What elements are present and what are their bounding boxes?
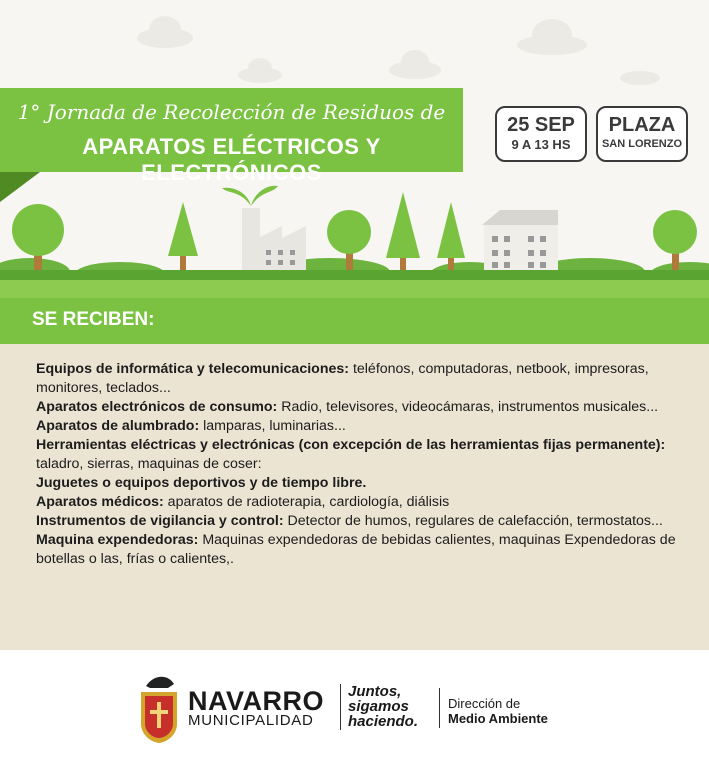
- item-examples: taladro, sierras, maquinas de coser:: [36, 456, 262, 472]
- event-title-line2: APARATOS ELÉCTRICOS Y ELECTRÓNICOS: [82, 134, 381, 185]
- grass-strip: [0, 280, 709, 298]
- clouds-illustration: [0, 0, 709, 100]
- item-category: Aparatos de alumbrado:: [36, 418, 200, 434]
- date-badge: [495, 106, 587, 162]
- item-category: Herramientas eléctricas y electrónicas (con excepción de las herramientas fijas permanente):: [36, 437, 666, 453]
- landscape-illustration: [0, 180, 709, 280]
- item-examples: Radio, televisores, videocámaras, instrumentos musicales...: [277, 399, 659, 415]
- item-examples: Detector de humos, regulares de calefacción, termostatos...: [283, 513, 663, 529]
- accepted-item: [36, 474, 686, 493]
- place-text: PLAZA: [608, 114, 676, 136]
- brand-name: NAVARRO: [188, 686, 324, 716]
- item-category: Equipos de informática y telecomunicaciones:: [36, 361, 349, 377]
- department: [448, 696, 548, 726]
- item-category: Instrumentos de vigilancia y control:: [36, 513, 284, 529]
- accepted-item: [36, 398, 686, 417]
- item-examples: aparatos de radioterapia, cardiología, diálisis: [163, 494, 450, 510]
- accepted-item: [36, 436, 686, 474]
- item-examples: teléfonos, computadoras, netbook, impresoras, monitores, teclados...: [36, 361, 649, 396]
- item-examples: Maquinas expendedoras de bebidas calientes, maquinas Expendedoras de botellas o las, frías o calientes,.: [36, 532, 676, 567]
- accepted-item: [36, 360, 686, 398]
- slogan-line1: Juntos,: [348, 683, 402, 700]
- section-label: SE RECIBEN:: [32, 309, 155, 330]
- place-sub-text: SAN LORENZO: [601, 138, 683, 150]
- item-category: Juguetes o equipos deportivos y de tiempo libre.: [36, 475, 367, 491]
- footer-divider: [340, 684, 341, 730]
- date-text: 25 SEP: [507, 114, 575, 136]
- item-category: Aparatos médicos:: [36, 494, 164, 510]
- brand-subtitle: MUNICIPALIDAD: [188, 712, 314, 729]
- item-category: Maquina expendedoras:: [36, 532, 199, 548]
- footer-divider-2: [439, 688, 440, 728]
- item-category: Aparatos electrónicos de consumo:: [36, 399, 278, 415]
- item-examples: lamparas, luminarias...: [199, 418, 346, 434]
- accepted-item: [36, 493, 686, 512]
- slogan: [348, 684, 418, 729]
- slogan-line2: sigamos: [348, 698, 409, 715]
- accepted-item: [36, 512, 686, 531]
- accepted-item: [36, 417, 686, 436]
- department-line1: Dirección de: [448, 696, 521, 711]
- event-title-line1: 1° Jornada de Recolección de Residuos de: [17, 100, 446, 124]
- time-text: 9 A 13 HS: [511, 137, 571, 152]
- municipal-shield-icon: [138, 672, 180, 744]
- place-badge: [596, 106, 688, 162]
- accepted-items-list: [36, 360, 686, 569]
- department-line2: Medio Ambiente: [448, 711, 548, 726]
- slogan-line3: haciendo.: [348, 713, 419, 730]
- accepted-item: [36, 531, 686, 569]
